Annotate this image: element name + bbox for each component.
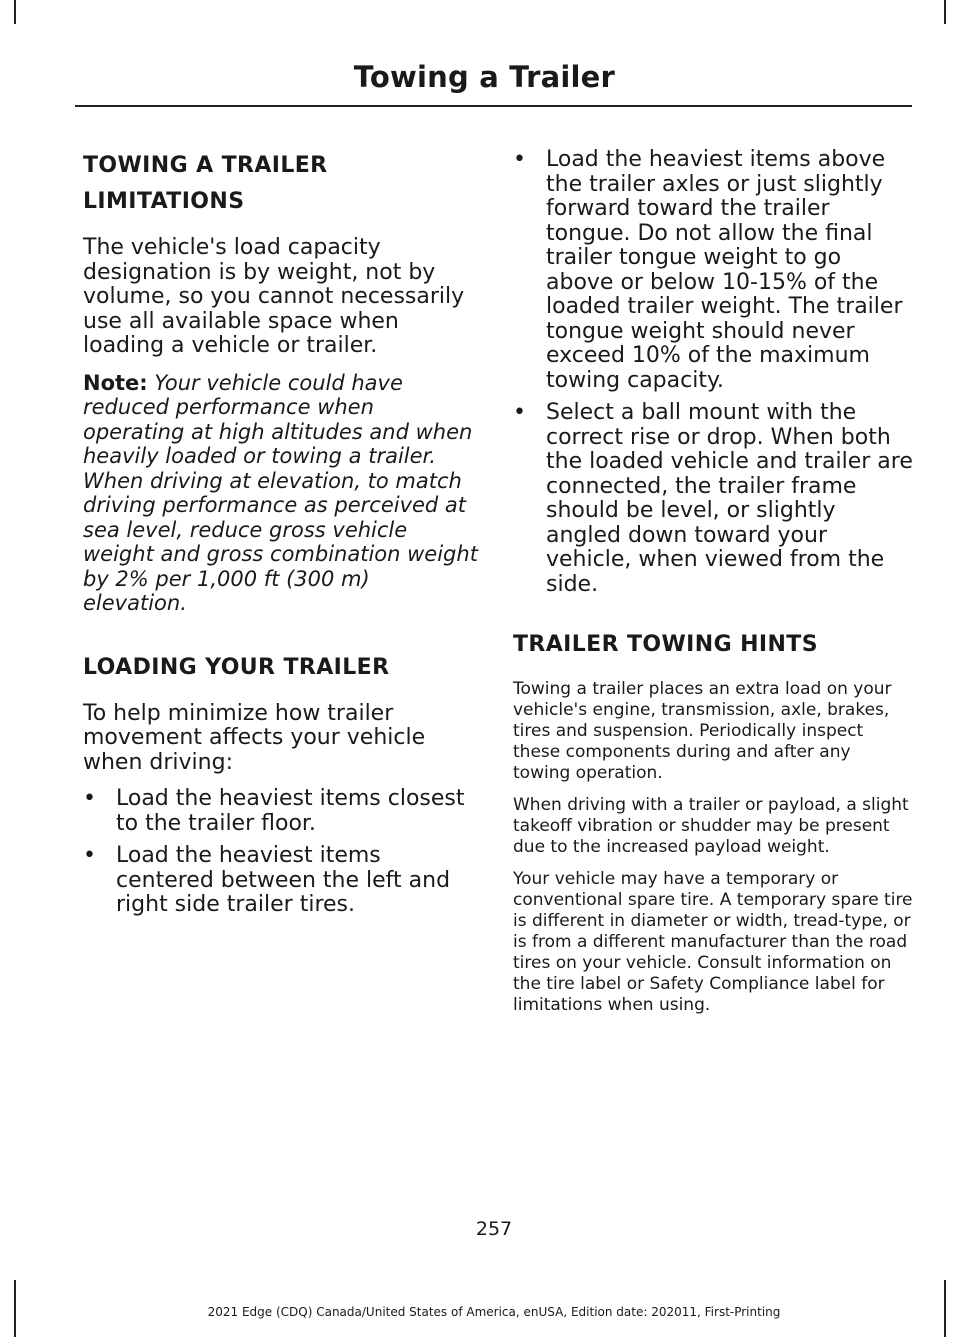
hints-paragraph: Your vehicle may have a temporary or conventional spare tire. A temporary spare tire is different in diameter or width, tread-type, or is from a different manufacturer than the road tires on your vehicle. Consult information on the tire label or Safety Compliance label for limitations when using. [513, 869, 913, 1015]
list-item-text: Load the heaviest items above the trailer axles or just slightly forward toward the trailer tongue. Do not allow the final trailer tongue weight to go above or below 10-15% of the loaded trailer weight. The trailer tongue weight should never exceed 10% of the maximum towing capacity. [546, 147, 903, 393]
list-item [83, 844, 478, 918]
note-label: Note: [83, 370, 148, 395]
section-title-towing-limitations: TOWING A TRAILER LIMITATIONS [83, 153, 328, 214]
note-text: Your vehicle could have reduced performance when operating at high altitudes and when heavily loaded or towing a trailer. When driving at elevation, to match driving performance as perceived at sea level, reduce gross vehicle weight and gross combination weight by 2% per 1,000 ft (300 m) elevation. [83, 370, 478, 615]
left-column [83, 148, 478, 948]
crop-mark-top-left [14, 0, 16, 24]
right-column [513, 148, 913, 1027]
header-divider [75, 105, 912, 107]
load-capacity-paragraph: The vehicle's load capacity designation is by weight, not by volume, so you cannot necessarily use all available space when loading a vehicle or trailer. [83, 235, 465, 358]
loading-intro: To help minimize how trailer movement affects your vehicle when driving: [83, 700, 426, 775]
crop-mark-top-right [944, 0, 946, 24]
hints-paragraph: Towing a trailer places an extra load on your vehicle's engine, transmission, axle, brakes, tires and suspension. Periodically inspect these components during and after any towing operation. [513, 679, 892, 783]
list-item-text: Load the heaviest items centered between the left and right side trailer tires. [116, 843, 451, 917]
hints-paragraph: When driving with a trailer or payload, a slight takeoff vibration or shudder may be present due to the increased payload weight. [513, 795, 909, 857]
list-item [83, 787, 478, 836]
list-item [513, 148, 913, 393]
section-title-towing-hints: TRAILER TOWING HINTS [513, 632, 818, 657]
altitude-note [83, 371, 478, 616]
bullet-marker: • [513, 147, 526, 172]
page-footer: 2021 Edge (CDQ) Canada/United States of America, enUSA, Edition date: 202011, First-Printing [207, 1305, 781, 1319]
bullet-marker: • [83, 843, 96, 868]
page-header-title: Towing a Trailer [353, 60, 615, 94]
list-item-text: Load the heaviest items closest to the trailer floor. [116, 786, 465, 836]
loading-bullet-list-continued [513, 148, 913, 597]
bullet-marker: • [513, 400, 526, 425]
bullet-marker: • [83, 786, 96, 811]
list-item-text: Select a ball mount with the correct rise or drop. When both the loaded vehicle and trailer are connected, the trailer frame should be level, or slightly angled down toward your vehicle, when viewed from the side. [546, 400, 913, 597]
section-title-loading-trailer: LOADING YOUR TRAILER [83, 654, 390, 680]
list-item [513, 401, 913, 597]
loading-bullet-list [83, 787, 478, 918]
page-number: 257 [475, 1218, 513, 1240]
